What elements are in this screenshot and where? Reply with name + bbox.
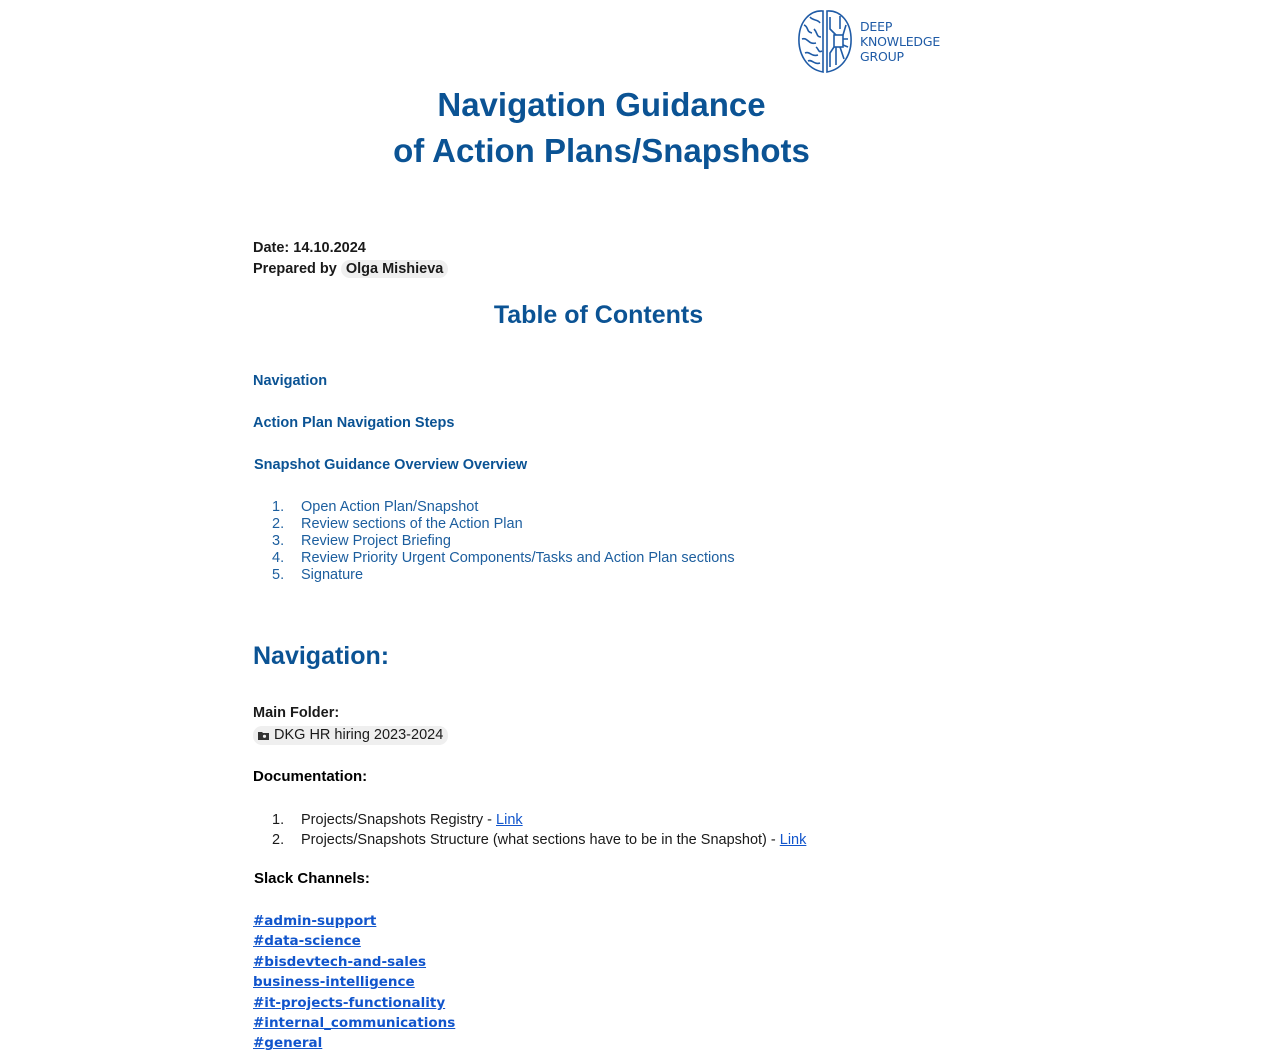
toc-link-snapshot-guidance[interactable]: Snapshot Guidance Overview Overview [254,457,528,473]
person-chip[interactable]: Olga Mishieva [341,260,449,278]
prepared-by [253,260,448,278]
toc-step-link[interactable]: Open Action Plan/Snapshot [301,499,479,515]
documentation-item [272,830,806,850]
slack-channel-item [253,993,455,1013]
slack-channel-link[interactable]: #bisdevtech-and-sales [253,953,427,970]
shared-folder-icon [258,731,269,740]
slack-channel-link[interactable]: #general [253,1035,323,1052]
toc-link-navigation[interactable]: Navigation [253,373,328,389]
slack-channels-list [253,911,455,1054]
logo-text [860,19,940,64]
item-number: 2. [272,832,285,848]
navigation-heading: Navigation: [253,642,390,670]
prepared-by-label: Prepared by [253,261,337,277]
title-line-2: of Action Plans/Snapshots [393,132,810,169]
toc-step [272,567,735,584]
slack-channel-item [253,931,455,951]
brain-circuit-icon [796,7,854,75]
registry-link[interactable]: Link [496,812,523,828]
toc-link-action-plan-steps[interactable]: Action Plan Navigation Steps [253,415,455,431]
toc-title: Table of Contents [493,301,704,329]
slack-channel-link[interactable]: #data-science [253,933,361,950]
documentation-text [301,830,806,850]
toc-step [272,516,735,533]
toc-step-link[interactable]: Signature [301,567,364,583]
company-logo [796,7,946,75]
toc-step [272,533,735,550]
step-number: 1. [272,499,285,515]
documentation-text [301,810,523,830]
documentation-text-label: Projects/Snapshots Structure (what sections have to be in the Snapshot) - [301,832,780,848]
main-folder-label: Main Folder: [253,705,340,721]
slack-channel-item [253,1033,455,1053]
item-number: 1. [272,812,285,828]
toc-step [272,550,735,567]
toc-step-link[interactable]: Review Priority Urgent Components/Tasks and Action Plan sections [301,550,735,566]
toc-steps-list [272,499,735,584]
step-number: 4. [272,550,285,566]
slack-channel-item [253,911,455,931]
slack-channel-link[interactable]: #it-projects-functionality [253,994,446,1011]
slack-channel-link[interactable]: #internal_communications [253,1015,456,1032]
document-date: Date: 14.10.2024 [253,240,366,256]
title-line-1: Navigation Guidance [437,86,766,123]
slack-channel-item [253,972,455,992]
documentation-list [272,810,806,850]
slack-channel-link[interactable]: business-intelligence [253,974,415,991]
step-number: 5. [272,567,285,583]
toc-step-link[interactable]: Review sections of the Action Plan [301,516,523,532]
documentation-label: Documentation: [253,768,368,785]
slack-channels-label: Slack Channels: [254,870,370,887]
slack-channel-item [253,952,455,972]
slack-channel-item [253,1013,455,1033]
main-folder-name: DKG HR hiring 2023-2024 [274,727,444,743]
step-number: 2. [272,516,285,532]
documentation-text-label: Projects/Snapshots Registry - [301,812,497,828]
main-folder-chip[interactable] [253,726,448,745]
step-number: 3. [272,533,285,549]
documentation-item [272,810,806,830]
toc-step-link[interactable]: Review Project Briefing [301,533,451,549]
logo-line: GROUP [860,48,904,64]
logo-line: DEEP [860,18,893,34]
structure-link[interactable]: Link [779,832,807,848]
document-title [0,82,1203,174]
toc-step [272,499,735,516]
logo-line: KNOWLEDGE [860,33,941,49]
slack-channel-link[interactable]: #admin-support [253,913,377,929]
